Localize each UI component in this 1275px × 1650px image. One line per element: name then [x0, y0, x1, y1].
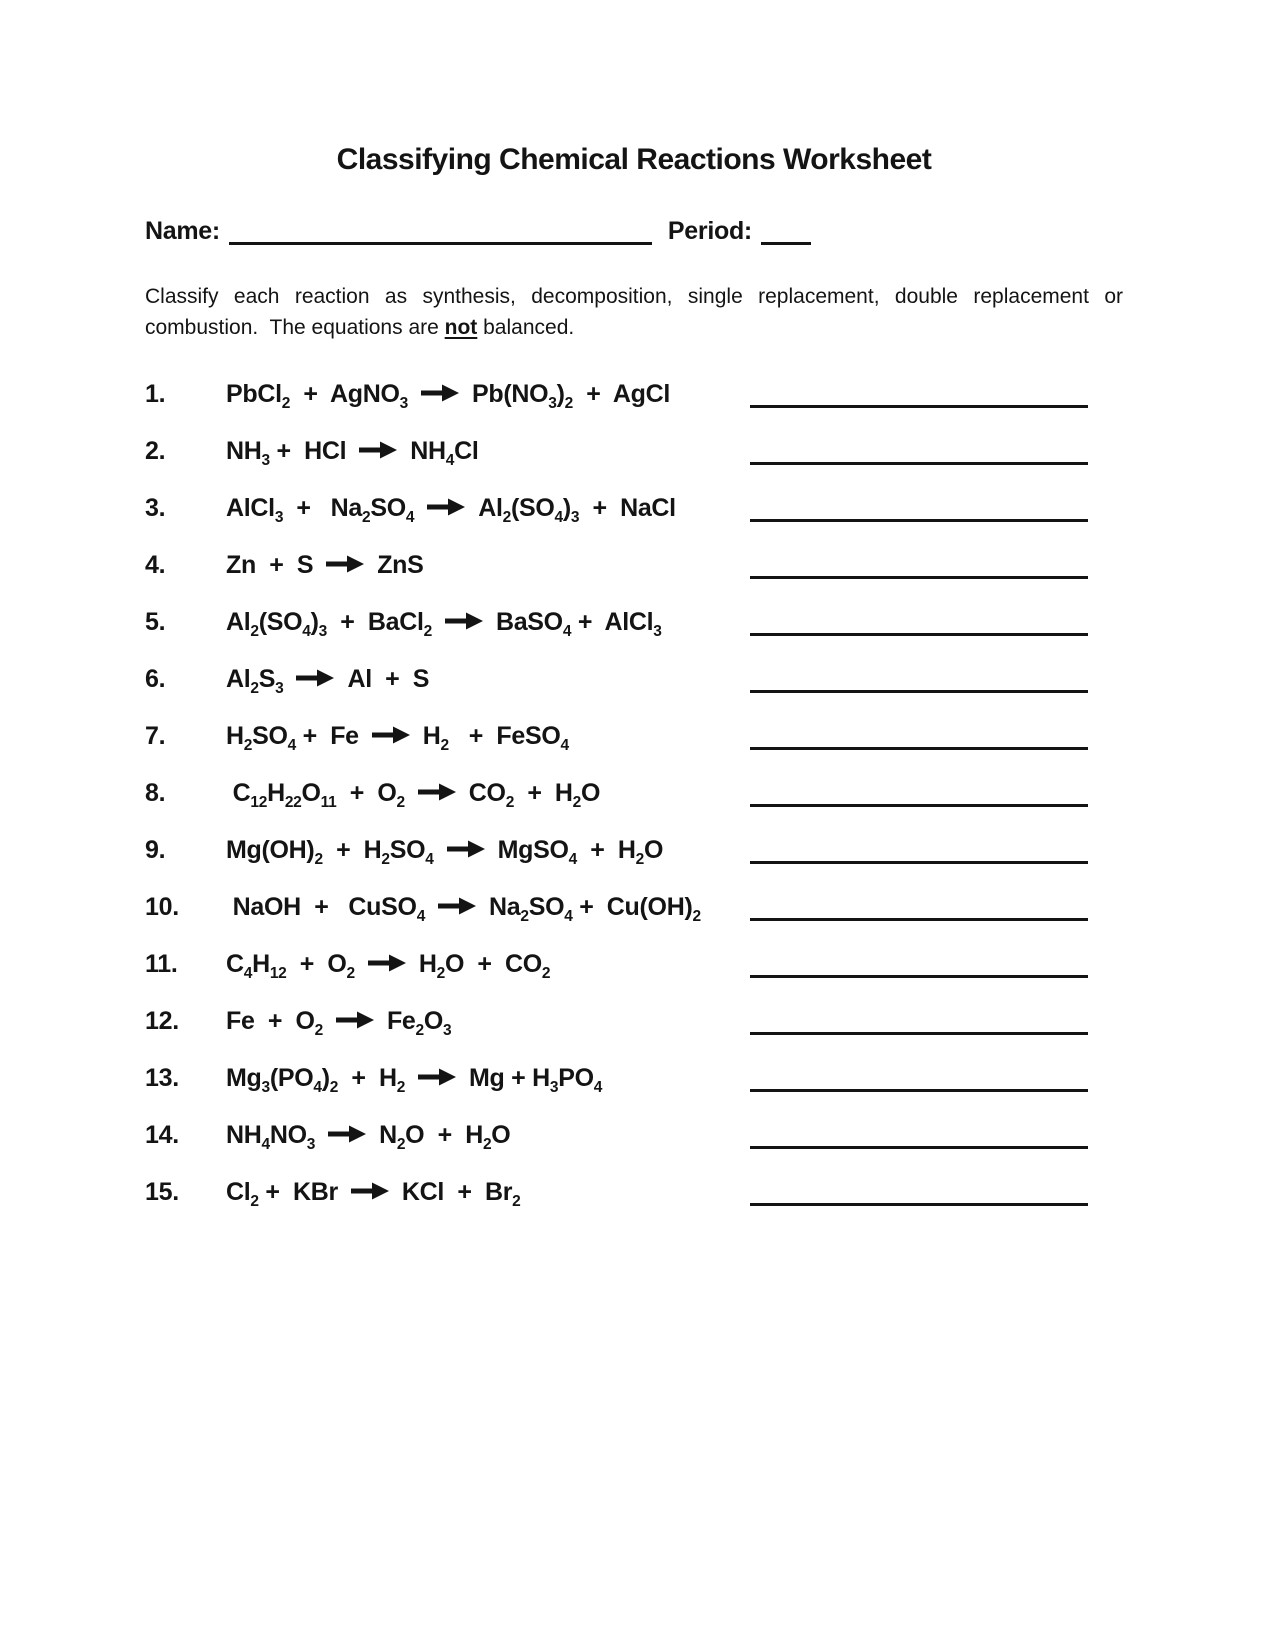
- reaction-row: [145, 720, 1123, 754]
- reaction-arrow-icon: [438, 897, 476, 915]
- reaction-row: [145, 378, 1123, 412]
- product-formula: ZnS: [377, 550, 424, 579]
- reaction-row: [145, 606, 1123, 640]
- reaction-number: 14.: [145, 1120, 179, 1149]
- reaction-number: 11.: [145, 949, 178, 978]
- product-formula: BaSO$_4$ + AlCl$_3$: [495, 607, 662, 640]
- answer-blank-line[interactable]: [750, 917, 1088, 921]
- product-formula: KCl + $Br_2$: [401, 1177, 521, 1210]
- name-blank-line[interactable]: [229, 241, 652, 245]
- reaction-arrow-icon: [427, 498, 465, 516]
- reaction-row: [145, 549, 1123, 580]
- reaction-row: [145, 663, 1123, 697]
- reaction-number: 3.: [145, 493, 166, 522]
- product-formula: $NH_4Cl$: [410, 436, 479, 469]
- reaction-arrow-icon: [351, 1182, 389, 1200]
- reaction-row: [145, 891, 1123, 925]
- reaction-number: 10.: [145, 892, 179, 921]
- reaction-arrow-icon: [447, 840, 485, 858]
- product-formula: Al + S: [347, 664, 430, 693]
- reaction-row: [145, 1005, 1123, 1039]
- reaction-arrow-icon: [359, 441, 397, 459]
- product-formula: $Na_2SO_4 + Cu(OH)_2$: [489, 892, 701, 925]
- reactant-formula: $Al_2S_3$: [226, 664, 284, 697]
- answer-blank-line[interactable]: [750, 575, 1088, 579]
- reaction-row: [145, 777, 1123, 811]
- period-label: Period:: [667, 217, 752, 245]
- reactant-formula: $Mg(OH)_2 + H_2SO_4$: [226, 835, 434, 868]
- reaction-number: 4.: [145, 550, 166, 579]
- reaction-row: [145, 1176, 1123, 1210]
- answer-blank-line[interactable]: [750, 461, 1088, 465]
- reaction-arrow-icon: [296, 669, 334, 687]
- answer-blank-line[interactable]: [750, 1088, 1088, 1092]
- product-formula: MgSO$_4$ + $H_2O$: [497, 835, 664, 868]
- answer-blank-line[interactable]: [750, 632, 1088, 636]
- reactant-formula: Zn + S: [226, 550, 314, 579]
- reactant-formula: $Fe + O_2$: [226, 1006, 323, 1039]
- answer-blank-line[interactable]: [750, 1145, 1088, 1149]
- reaction-row: [145, 948, 1123, 982]
- product-formula: $N_2O + H_2O$: [379, 1120, 511, 1153]
- reaction-number: 13.: [145, 1063, 179, 1092]
- answer-blank-line[interactable]: [750, 746, 1088, 750]
- reaction-number: 6.: [145, 664, 166, 693]
- reaction-row: [145, 492, 1123, 526]
- product-formula: $H_2$ + FeSO$_4$: [422, 721, 569, 754]
- product-formula: $Fe_2O_3$: [386, 1006, 452, 1039]
- reaction-number: 9.: [145, 835, 166, 864]
- reaction-arrow-icon: [445, 612, 483, 630]
- reactant-formula: $C_{12}H_{22}O_{11} + O_2$: [226, 778, 405, 811]
- reactant-formula: $C_4H_{12} + O_2$: [226, 949, 355, 982]
- instructions-line-2-pre: combustion. The equations are: [145, 316, 445, 340]
- answer-blank-line[interactable]: [750, 1031, 1088, 1035]
- instructions-line-1: Classify each reaction as synthesis, decomposition, single replacement, double replacement or: [145, 285, 1123, 308]
- instructions-line-2-post: balanced.: [477, 316, 575, 340]
- period-blank-line[interactable]: [761, 241, 811, 245]
- reactions-list: [145, 378, 1123, 1210]
- product-formula: $Pb(NO_3)_2$ + AgCl: [472, 379, 671, 412]
- answer-blank-line[interactable]: [750, 518, 1088, 522]
- reactant-formula: $Cl_2$ + KBr: [226, 1177, 338, 1210]
- product-formula: $CO_2 + H_2O$: [468, 778, 601, 811]
- instructions: [145, 282, 1123, 344]
- reaction-row: [145, 834, 1123, 868]
- reaction-number: 8.: [145, 778, 166, 807]
- answer-blank-line[interactable]: [750, 974, 1088, 978]
- name-period-row: [145, 215, 1123, 246]
- reaction-arrow-icon: [372, 726, 410, 744]
- reaction-row: [145, 1119, 1123, 1153]
- answer-blank-line[interactable]: [750, 689, 1088, 693]
- reaction-number: 7.: [145, 721, 166, 750]
- page-title: Classifying Chemical Reactions Worksheet: [336, 143, 932, 176]
- reaction-row: [145, 435, 1123, 469]
- reaction-number: 12.: [145, 1006, 179, 1035]
- reaction-number: 5.: [145, 607, 166, 636]
- answer-blank-line[interactable]: [750, 404, 1088, 408]
- reactant-formula: NaOH + CuSO$_4$: [226, 892, 426, 925]
- reactant-formula: $NH_3$ + HCl: [226, 436, 347, 469]
- product-formula: $Al_2(SO_4)_3$ + NaCl: [478, 493, 676, 526]
- reaction-number: 1.: [145, 379, 166, 408]
- product-formula: $H_2O + CO_2$: [418, 949, 551, 982]
- reaction-arrow-icon: [418, 783, 456, 801]
- answer-blank-line[interactable]: [750, 860, 1088, 864]
- reaction-arrow-icon: [326, 555, 364, 573]
- instructions-not-emphasis: not: [444, 316, 478, 340]
- product-formula: $Mg + H_3PO_4$: [469, 1063, 603, 1096]
- reactant-formula: $NH_4NO_3$: [226, 1120, 316, 1153]
- instructions-line-2: [145, 313, 1123, 343]
- reaction-arrow-icon: [418, 1068, 456, 1086]
- reaction-arrow-icon: [421, 384, 459, 402]
- reactant-formula: AlCl$_3$ + $Na_2SO_4$: [226, 493, 415, 526]
- reactant-formula: $Al_2(SO_4)_3$ + BaCl$_2$: [226, 607, 432, 640]
- reaction-arrow-icon: [336, 1011, 374, 1029]
- reactant-formula: $H_2SO_4 + Fe$: [226, 721, 359, 754]
- reactant-formula: PbCl$_2$ + AgNO$_3$: [226, 379, 408, 412]
- reactant-formula: $Mg_3(PO_4)_2 + H_2$: [226, 1063, 406, 1096]
- reaction-number: 2.: [145, 436, 166, 465]
- answer-blank-line[interactable]: [750, 803, 1088, 807]
- reaction-arrow-icon: [368, 954, 406, 972]
- name-label: Name:: [145, 217, 220, 245]
- reaction-arrow-icon: [328, 1125, 366, 1143]
- reaction-number: 15.: [145, 1177, 179, 1206]
- reaction-row: [145, 1062, 1123, 1096]
- answer-blank-line[interactable]: [750, 1202, 1088, 1206]
